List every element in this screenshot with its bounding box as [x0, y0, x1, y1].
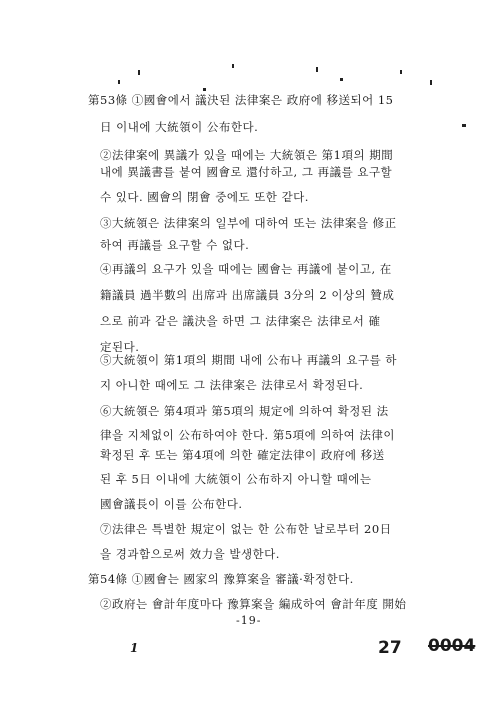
text-line-21: 第54條 ①國會는 國家의 豫算案을 審議·확정한다.	[88, 572, 354, 586]
text-line-10: 으로 前과 같은 議決을 하면 그 法律案은 法律로서 確	[100, 314, 381, 328]
text-line-1: 第53條 ①國會에서 議決된 法律案은 政府에 移送되어 15	[88, 93, 394, 107]
text-line-9: 籍議員 過半數의 出席과 出席議員 3分의 2 이상의 贊成	[100, 288, 395, 302]
text-line-20: 을 경과함으로써 效力을 발생한다.	[100, 547, 280, 561]
page-number: -19-	[236, 614, 262, 627]
text-line-8: ④再議의 요구가 있을 때에는 國會는 再議에 붙이고, 在	[100, 262, 392, 276]
folio-number: 27	[378, 638, 402, 658]
text-line-6: ③大統領은 法律案의 일부에 대하여 또는 法律案을 修正	[100, 216, 397, 230]
text-line-18: 國會議長이 이를 公布한다.	[100, 497, 243, 511]
text-line-15: 律을 지체없이 公布하여야 한다. 第5項에 의하여 法律이	[100, 428, 396, 442]
text-line-14: ⑥大統領은 第4項과 第5項의 規定에 의하여 확정된 法	[100, 404, 389, 418]
text-line-17: 된 후 5日 이내에 大統領이 公布하지 아니할 때에는	[100, 472, 372, 486]
stamp-number: 0004	[428, 636, 476, 656]
text-line-2: 日 이내에 大統領이 公布한다.	[100, 120, 259, 134]
corner-mark: 1	[130, 641, 139, 655]
text-line-5: 수 있다. 國會의 閉會 중에도 또한 같다.	[100, 190, 309, 204]
text-line-3: ②法律案에 異議가 있을 때에는 大統領은 第1項의 期間	[100, 148, 394, 162]
text-line-16: 확정된 후 또는 第4項에 의한 確定法律이 政府에 移送	[100, 448, 385, 462]
text-line-12: ⑤大統領이 第1項의 期間 내에 公布나 再議의 요구를 하	[100, 353, 397, 367]
text-line-11: 定된다.	[100, 340, 140, 354]
text-line-13: 지 아니한 때에도 그 法律案은 法律로서 확정된다.	[100, 378, 364, 392]
text-line-7: 하여 再議를 요구할 수 없다.	[100, 238, 250, 252]
text-line-19: ⑦法律은 특별한 規定이 없는 한 公布한 날로부터 20日	[100, 522, 392, 536]
text-line-22: ②政府는 會計年度마다 豫算案을 編成하여 會計年度 開始	[100, 597, 407, 611]
text-line-4: 내에 異議書를 붙여 國會로 還付하고, 그 再議를 요구할	[100, 165, 393, 179]
